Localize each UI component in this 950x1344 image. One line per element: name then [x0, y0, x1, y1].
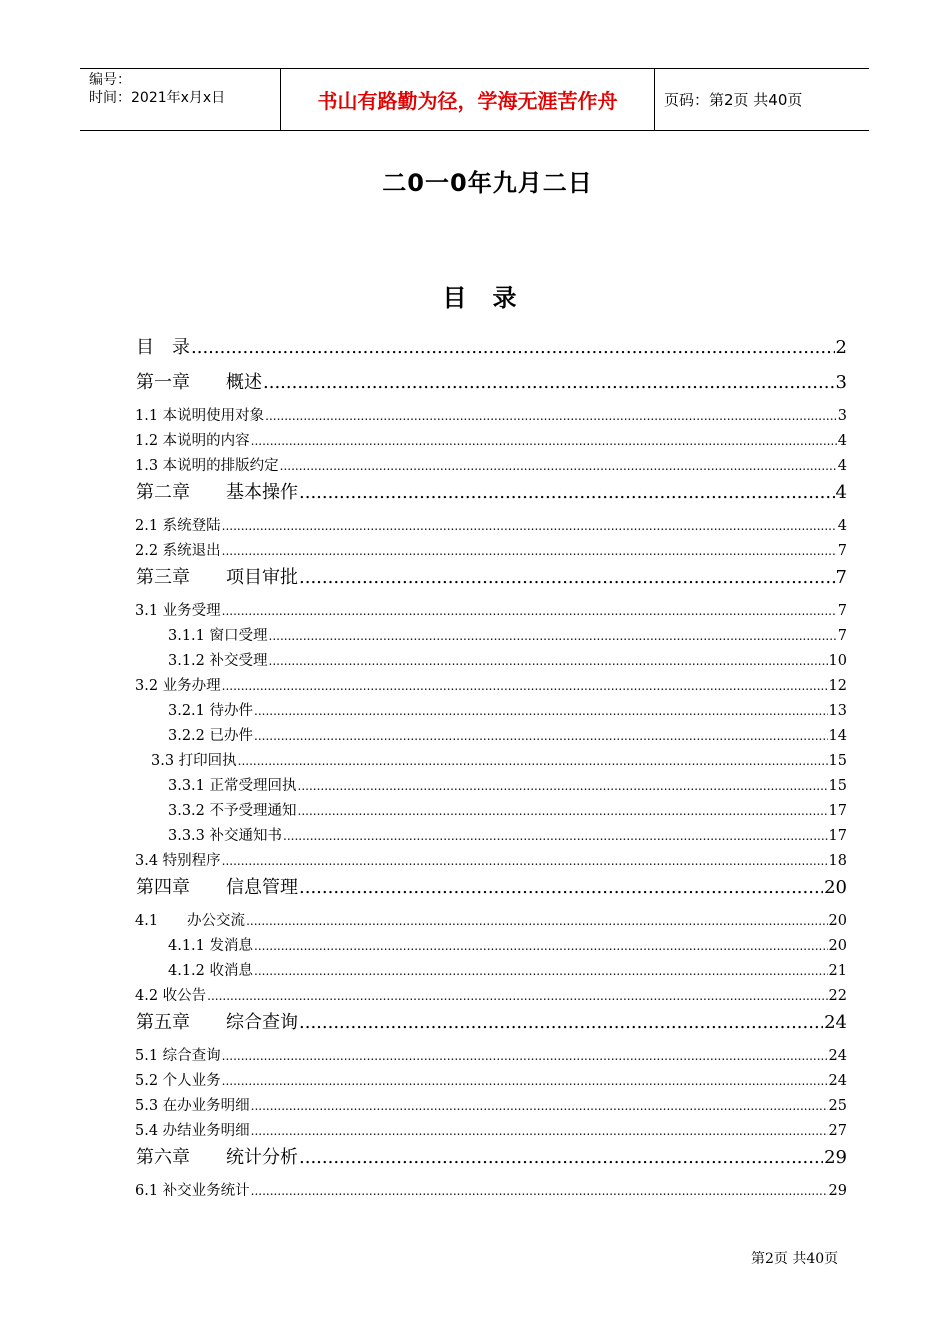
- toc-entry-label: 1.3 本说明的排版约定: [135, 458, 279, 474]
- toc-entry-label: 2.1 系统登陆: [135, 518, 221, 534]
- toc-leader-dots: [222, 1074, 828, 1088]
- toc-entry-page: 2: [835, 337, 847, 358]
- toc-entry-page: 20: [828, 913, 847, 929]
- toc-entry-page: 15: [828, 778, 847, 794]
- toc-entry-page: 3: [835, 372, 847, 393]
- toc-entry-label: 第四章 信息管理: [136, 877, 298, 898]
- toc-entry-page: 17: [828, 828, 847, 844]
- toc-entry-page: 29: [828, 1183, 847, 1199]
- toc-entry-page: 4: [835, 482, 847, 503]
- toc-entry[interactable]: [136, 873, 847, 899]
- toc-entry-page: 22: [828, 988, 847, 1004]
- page-footer: 第2页 共40页: [751, 1251, 839, 1267]
- toc-entry-label: 第五章 综合查询: [136, 1012, 298, 1033]
- toc-entry-page: 7: [837, 543, 847, 559]
- toc-entry[interactable]: [168, 934, 847, 955]
- toc-entry-label: 5.2 个人业务: [135, 1073, 221, 1089]
- toc-entry-page: 7: [837, 603, 847, 619]
- toc-entry-page: 20: [828, 938, 847, 954]
- toc-entry-page: 17: [828, 803, 847, 819]
- toc-entry[interactable]: [136, 563, 847, 589]
- document-number-label: 编号：: [89, 72, 131, 88]
- toc-entry-label: 3.2 业务办理: [135, 678, 221, 694]
- toc-entry[interactable]: [168, 624, 847, 645]
- toc-leader-dots: [207, 989, 827, 1003]
- toc-leader-dots: [254, 964, 828, 978]
- toc-entry[interactable]: [136, 333, 847, 359]
- toc-entry-label: 3.1.1 窗口受理: [168, 628, 268, 644]
- toc-entry[interactable]: [135, 429, 847, 450]
- toc-entry-page: 24: [828, 1073, 847, 1089]
- toc-entry-page: 13: [828, 703, 847, 719]
- toc-entry-page: 4: [837, 518, 847, 534]
- toc-entry[interactable]: [135, 539, 847, 560]
- toc-entry[interactable]: [135, 1069, 847, 1090]
- toc-entry[interactable]: [168, 699, 847, 720]
- toc-entry-page: 18: [828, 853, 847, 869]
- page-header: [80, 68, 869, 131]
- toc-entry-page: 4: [837, 458, 847, 474]
- toc-leader-dots: [299, 482, 835, 503]
- toc-entry[interactable]: [135, 404, 847, 425]
- toc-leader-dots: [251, 1099, 828, 1113]
- toc-entry[interactable]: [136, 1008, 847, 1034]
- toc-entry[interactable]: [135, 909, 847, 930]
- toc-entry-label: 4.2 收公告: [135, 988, 207, 1004]
- toc-entry-page: 20: [824, 877, 847, 898]
- toc-leader-dots: [222, 544, 837, 558]
- toc-entry[interactable]: [135, 1044, 847, 1065]
- toc-entry-label: 3.2.1 待办件: [168, 703, 254, 719]
- toc-leader-dots: [222, 679, 828, 693]
- toc-entry-label: 3.1.2 补交受理: [168, 653, 268, 669]
- toc-entry-page: 14: [828, 728, 847, 744]
- toc-entry[interactable]: [151, 749, 847, 770]
- toc-entry[interactable]: [168, 824, 847, 845]
- toc-entry-page: 7: [837, 628, 847, 644]
- toc-leader-dots: [269, 654, 828, 668]
- header-motto: 书山有路勤为径，学海无涯苦作舟: [280, 69, 655, 130]
- toc-entry[interactable]: [135, 984, 847, 1005]
- toc-leader-dots: [298, 779, 828, 793]
- toc-entry-label: 第二章 基本操作: [136, 482, 298, 503]
- toc-leader-dots: [299, 877, 823, 898]
- toc-entry-label: 第一章 概述: [136, 372, 262, 393]
- toc-entry[interactable]: [136, 368, 847, 394]
- toc-entry-label: 1.1 本说明使用对象: [135, 408, 265, 424]
- header-page-info: 页码：第2页 共40页: [664, 91, 803, 109]
- toc-entry[interactable]: [168, 724, 847, 745]
- toc-entry-page: 24: [828, 1048, 847, 1064]
- toc-entry-label: 第六章 统计分析: [136, 1147, 298, 1168]
- toc-leader-dots: [246, 914, 827, 928]
- toc-entry[interactable]: [135, 599, 847, 620]
- toc-entry-label: 4.1.2 收消息: [168, 963, 254, 979]
- toc-entry-page: 15: [828, 753, 847, 769]
- document-time-label: 时间：2021年x月x日: [89, 90, 226, 106]
- toc-entry-label: 1.2 本说明的内容: [135, 433, 250, 449]
- toc-leader-dots: [251, 1184, 828, 1198]
- toc-entry-label: 4.1.1 发消息: [168, 938, 254, 954]
- toc-leader-dots: [283, 829, 828, 843]
- toc-entry-page: 10: [828, 653, 847, 669]
- toc-leader-dots: [298, 804, 828, 818]
- toc-entry-page: 27: [828, 1123, 847, 1139]
- toc-entry[interactable]: [168, 959, 847, 980]
- toc-leader-dots: [254, 704, 828, 718]
- toc-entry-page: 7: [835, 567, 847, 588]
- toc-entry-page: 12: [828, 678, 847, 694]
- toc-title: 目录: [442, 284, 543, 312]
- date-title: 二0一0年九月二日: [382, 169, 593, 197]
- toc-leader-dots: [191, 337, 835, 358]
- header-meta: [89, 71, 279, 107]
- toc-leader-dots: [254, 729, 828, 743]
- toc-entry-label: 3.3.2 不予受理通知: [168, 803, 297, 819]
- toc-entry[interactable]: [136, 1143, 847, 1169]
- toc-leader-dots: [269, 629, 837, 643]
- toc-leader-dots: [299, 1147, 823, 1168]
- toc-leader-dots: [251, 434, 837, 448]
- toc-entry-label: 5.4 办结业务明细: [135, 1123, 250, 1139]
- toc-entry-page: 25: [828, 1098, 847, 1114]
- toc-entry-page: 21: [828, 963, 847, 979]
- toc-entry-label: 4.1 办公交流: [135, 913, 246, 929]
- toc-entry-label: 5.1 综合查询: [135, 1048, 221, 1064]
- toc-leader-dots: [263, 372, 835, 393]
- toc-entry-label: 6.1 补交业务统计: [135, 1183, 250, 1199]
- toc-leader-dots: [280, 459, 837, 473]
- toc-entry-label: 2.2 系统退出: [135, 543, 221, 559]
- toc-leader-dots: [222, 604, 837, 618]
- toc-entry-label: 3.4 特别程序: [135, 853, 221, 869]
- toc-entry-label: 3.3.1 正常受理回执: [168, 778, 297, 794]
- toc-leader-dots: [251, 1124, 828, 1138]
- toc-leader-dots: [254, 939, 828, 953]
- toc-entry[interactable]: [135, 1094, 847, 1115]
- toc-entry-label: 3.3.3 补交通知书: [168, 828, 283, 844]
- toc-entry-label: 3.2.2 已办件: [168, 728, 254, 744]
- toc-entry-label: 目 录: [136, 337, 190, 358]
- toc-leader-dots: [299, 567, 835, 588]
- toc-leader-dots: [222, 854, 828, 868]
- toc-entry[interactable]: [135, 514, 847, 535]
- toc-leader-dots: [299, 1012, 823, 1033]
- toc-entry[interactable]: [135, 674, 847, 695]
- toc-entry[interactable]: [135, 849, 847, 870]
- toc-leader-dots: [222, 1049, 828, 1063]
- toc-entry-page: 29: [824, 1147, 847, 1168]
- toc-entry-label: 第三章 项目审批: [136, 567, 298, 588]
- toc-entry-label: 3.3 打印回执: [151, 753, 237, 769]
- toc-leader-dots: [238, 754, 828, 768]
- toc-entry-label: 5.3 在办业务明细: [135, 1098, 250, 1114]
- toc-entry-page: 3: [837, 408, 847, 424]
- toc-entry-label: 3.1 业务受理: [135, 603, 221, 619]
- toc-entry[interactable]: [168, 799, 847, 820]
- toc-entry[interactable]: [135, 1119, 847, 1140]
- toc-entry[interactable]: [168, 649, 847, 670]
- toc-entry[interactable]: [135, 454, 847, 475]
- toc-entry[interactable]: [168, 774, 847, 795]
- toc-entry[interactable]: [135, 1179, 847, 1200]
- toc-entry[interactable]: [136, 478, 847, 504]
- toc-leader-dots: [222, 519, 837, 533]
- toc-entry-page: 4: [837, 433, 847, 449]
- toc-entry-page: 24: [824, 1012, 847, 1033]
- toc-leader-dots: [265, 409, 837, 423]
